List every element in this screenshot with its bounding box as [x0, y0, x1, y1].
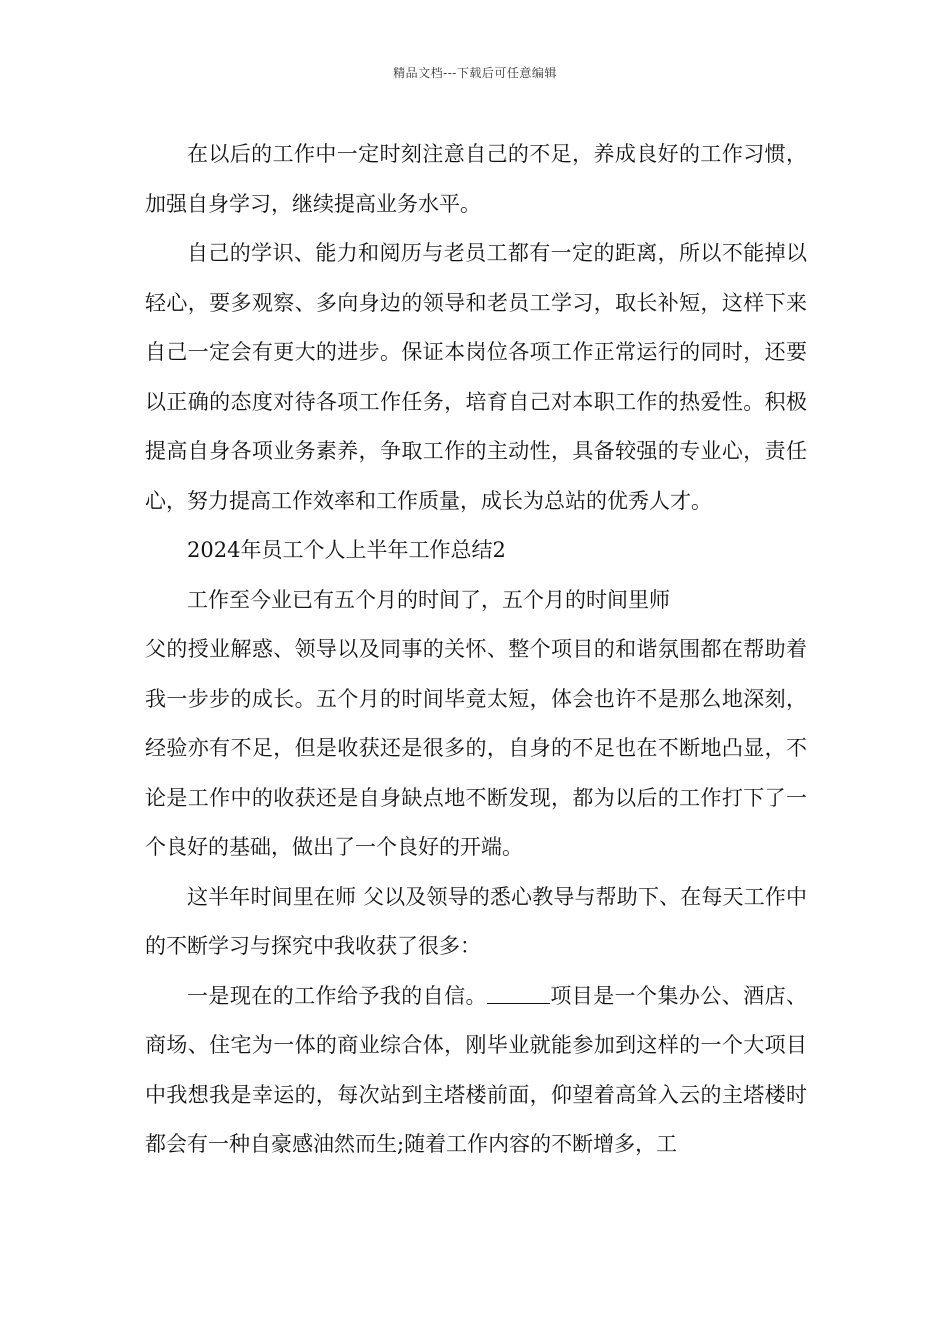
document-body — [145, 130, 807, 1170]
paragraph-5 — [145, 972, 807, 1170]
page-header: 精品文档---下载后可任意编辑 — [393, 66, 557, 80]
paragraph-2: 自己的学识、能力和阅历与老员工都有一定的距离，所以不能掉以轻心，要多观察、多向身边的领导和老员工学习，取长补短，这样下来自己一定会有更大的进步。保证本岗位各项工作正常运行的同时，还要以正确的态度对待各项工作任务，培育自己对本职工作的热爱性。积极提高自身各项业务素养，争取工作的主动性，具备较强的专业心，责任心，努力提高工作效率和工作质量，成长为总站的优秀人才。 — [145, 241, 807, 513]
paragraph-5-text-before: 一是现在的工作给予我的自信。 — [187, 983, 487, 1008]
paragraph-3-line-1: 工作至今业已有五个月的时间了，五个月的时间里师 — [187, 587, 670, 612]
paragraph-5-text-after: 项目是一个集办公、酒店、商场、住宅为一体的商业综合体，刚毕业就能参加到这样的一个大项目中我想我是幸运的，每次站到主塔楼前面，仰望着高耸入云的主塔楼时都会有一种自豪感油然而生;随着工作内容的不断增多，工 — [145, 983, 807, 1156]
fill-blank — [487, 982, 550, 1004]
section-title: 2024年员工个人上半年工作总结2 — [187, 538, 506, 562]
paragraph-1: 在以后的工作中一定时刻注意自己的不足，养成良好的工作习惯，加强自身学习，继续提高业务水平。 — [145, 142, 807, 216]
paragraph-4: 这半年时间里在师 父以及领导的悉心教导与帮助下、在每天工作中的不断学习与探究中我收获了很多： — [145, 884, 807, 958]
paragraph-3-continuation: 父的授业解惑、领导以及同事的关怀、整个项目的和谐氛围都在帮助着我一步步的成长。五个月的时间毕竟太短，体会也许不是那么地深刻，经验亦有不足，但是收获还是很多的，自身的不足也在不断地凸显，不论是工作中的收获还是自身缺点地不断发现，都为以后的工作打下了一个良好的基础，做出了一个良好的开端。 — [145, 637, 807, 859]
